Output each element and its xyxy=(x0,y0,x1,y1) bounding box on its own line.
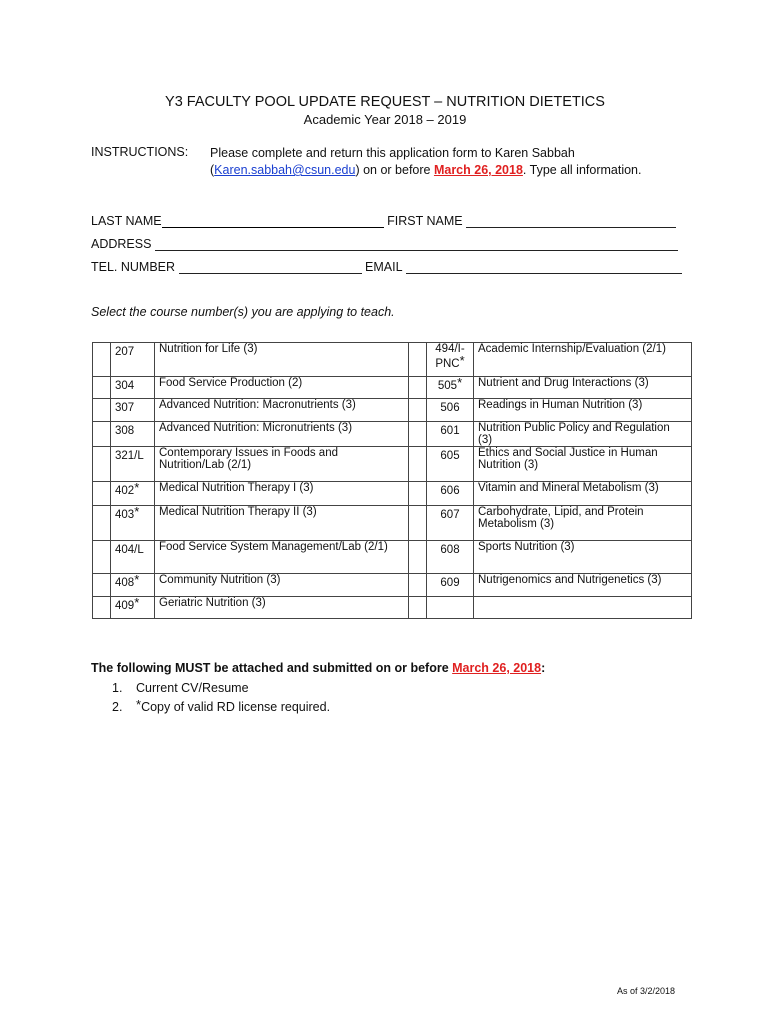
course-number-text: 505 xyxy=(437,380,458,392)
course-number xyxy=(111,377,155,399)
course-title: Nutrition for Life (3) xyxy=(155,343,409,377)
course-title: Community Nutrition (3) xyxy=(155,574,409,597)
course-title: Medical Nutrition Therapy I (3) xyxy=(155,482,409,506)
course-checkbox[interactable] xyxy=(409,377,427,399)
course-number-text: 207 xyxy=(115,346,135,358)
last-name-label: LAST NAME xyxy=(91,214,162,228)
first-name-field[interactable] xyxy=(466,215,676,228)
course-number xyxy=(427,482,474,506)
course-number xyxy=(427,541,474,574)
attachment-number: 2. xyxy=(112,699,123,714)
course-number xyxy=(111,541,155,574)
course-number-text: 304 xyxy=(115,380,135,392)
course-number-text: 307 xyxy=(115,402,135,414)
course-number xyxy=(427,447,474,482)
course-number-text: 402 xyxy=(115,485,135,497)
required-star: * xyxy=(134,504,140,519)
required-star: * xyxy=(134,595,140,610)
course-number xyxy=(111,482,155,506)
course-checkbox[interactable] xyxy=(409,343,427,377)
instructions-mid: ) on or before xyxy=(355,163,434,177)
required-star: * xyxy=(457,375,463,390)
course-title: Vitamin and Mineral Metabolism (3) xyxy=(474,482,692,506)
attachment-number: 1. xyxy=(112,681,123,695)
course-number xyxy=(427,343,474,377)
course-row xyxy=(93,399,692,422)
course-number xyxy=(111,343,155,377)
email-link[interactable]: Karen.sabbah@csun.edu xyxy=(214,163,356,177)
course-checkbox[interactable] xyxy=(409,482,427,506)
attachment-text: Copy of valid RD license required. xyxy=(141,699,331,714)
course-number-text: 403 xyxy=(115,509,135,521)
course-title: Advanced Nutrition: Macronutrients (3) xyxy=(155,399,409,422)
course-number-text: 494/I-PNC xyxy=(435,343,465,370)
course-title: Readings in Human Nutrition (3) xyxy=(474,399,692,422)
course-checkbox[interactable] xyxy=(93,447,111,482)
name-row xyxy=(91,214,676,228)
course-checkbox[interactable] xyxy=(409,541,427,574)
course-title: Nutrition Public Policy and Regulation (3) xyxy=(474,422,692,447)
course-title: Food Service System Management/Lab (2/1) xyxy=(155,541,409,574)
course-row xyxy=(93,597,692,619)
attachments-heading-suffix: : xyxy=(541,661,546,675)
course-row xyxy=(93,343,692,377)
course-number-text: 609 xyxy=(440,577,460,589)
instructions-line1: Please complete and return this application form to Karen Sabbah xyxy=(210,146,575,160)
course-checkbox[interactable] xyxy=(409,506,427,541)
instructions-label: INSTRUCTIONS: xyxy=(91,145,189,159)
course-title: Contemporary Issues in Foods and Nutrition/Lab (2/1) xyxy=(155,447,409,482)
address-field[interactable] xyxy=(155,238,678,251)
course-number xyxy=(427,377,474,399)
course-checkbox[interactable] xyxy=(93,422,111,447)
course-number xyxy=(427,399,474,422)
course-title: Geriatric Nutrition (3) xyxy=(155,597,409,619)
form-title: Y3 FACULTY POOL UPDATE REQUEST – NUTRITION DIETETICS xyxy=(165,94,605,110)
address-label: ADDRESS xyxy=(91,237,152,251)
course-number-text: 409 xyxy=(115,600,135,612)
as-of-date: As of 3/2/2018 xyxy=(617,986,676,996)
contact-row xyxy=(91,260,682,274)
tel-label: TEL. NUMBER xyxy=(91,260,176,274)
attachment-star: * xyxy=(136,696,142,712)
course-title: Carbohydrate, Lipid, and Protein Metabolism (3) xyxy=(474,506,692,541)
course-title: Sports Nutrition (3) xyxy=(474,541,692,574)
course-checkbox[interactable] xyxy=(409,447,427,482)
attachment-text: Current CV/Resume xyxy=(136,681,249,695)
course-checkbox[interactable] xyxy=(93,482,111,506)
tel-field[interactable] xyxy=(179,261,362,274)
course-row xyxy=(93,574,692,597)
course-number xyxy=(111,399,155,422)
course-number-text: 608 xyxy=(440,544,460,556)
course-number-text: 404/L xyxy=(115,544,144,556)
first-name-label: FIRST NAME xyxy=(387,214,463,228)
attachments-list xyxy=(112,679,330,716)
course-number xyxy=(427,574,474,597)
course-checkbox[interactable] xyxy=(93,377,111,399)
course-number-text: 607 xyxy=(440,509,460,521)
attachments-heading xyxy=(91,661,545,675)
course-checkbox[interactable] xyxy=(409,574,427,597)
required-star: * xyxy=(134,480,140,495)
address-row xyxy=(91,237,678,251)
course-number-text: 506 xyxy=(440,402,460,414)
course-checkbox[interactable] xyxy=(409,422,427,447)
course-title: Nutrient and Drug Interactions (3) xyxy=(474,377,692,399)
course-title xyxy=(474,597,692,619)
course-number xyxy=(427,597,474,619)
course-number-text: 606 xyxy=(440,485,460,497)
course-title: Ethics and Social Justice in Human Nutrition (3) xyxy=(474,447,692,482)
course-checkbox[interactable] xyxy=(93,343,111,377)
course-number xyxy=(427,506,474,541)
course-row xyxy=(93,377,692,399)
course-number xyxy=(111,447,155,482)
course-row xyxy=(93,422,692,447)
last-name-field[interactable] xyxy=(162,215,384,228)
course-number xyxy=(111,506,155,541)
course-number xyxy=(111,574,155,597)
course-number xyxy=(111,597,155,619)
course-checkbox[interactable] xyxy=(409,399,427,422)
email-label: EMAIL xyxy=(365,260,403,274)
course-number-text: 308 xyxy=(115,425,135,437)
course-number-text: 408 xyxy=(115,577,135,589)
course-title: Academic Internship/Evaluation (2/1) xyxy=(474,343,692,377)
paren-open: ( xyxy=(210,163,215,177)
course-checkbox[interactable] xyxy=(93,597,111,619)
course-row xyxy=(93,482,692,506)
course-table xyxy=(92,342,692,619)
course-number-text: 321/L xyxy=(115,450,144,462)
course-number xyxy=(427,422,474,447)
course-checkbox[interactable] xyxy=(93,574,111,597)
attachments-deadline: March 26, 2018 xyxy=(452,661,542,675)
course-title: Medical Nutrition Therapy II (3) xyxy=(155,506,409,541)
course-row xyxy=(93,447,692,482)
course-row xyxy=(93,541,692,574)
attachments-heading-prefix: The following MUST be attached and submitted on or before xyxy=(91,661,453,675)
attachment-item xyxy=(112,679,330,698)
course-number-text: 605 xyxy=(440,450,460,462)
instructions-end: . Type all information. xyxy=(522,163,642,177)
course-checkbox[interactable] xyxy=(93,541,111,574)
required-star: * xyxy=(459,353,465,368)
attachment-item xyxy=(112,698,330,717)
academic-year: Academic Year 2018 – 2019 xyxy=(303,112,467,127)
course-title: Nutrigenomics and Nutrigenetics (3) xyxy=(474,574,692,597)
email-field[interactable] xyxy=(406,261,682,274)
instructions-deadline: March 26, 2018 xyxy=(433,163,523,177)
required-star: * xyxy=(134,572,140,587)
course-title: Food Service Production (2) xyxy=(155,377,409,399)
course-checkbox[interactable] xyxy=(93,506,111,541)
course-checkbox[interactable] xyxy=(93,399,111,422)
select-course-note: Select the course number(s) you are applying to teach. xyxy=(91,305,395,319)
course-number-text: 601 xyxy=(440,425,460,437)
course-checkbox[interactable] xyxy=(409,597,427,619)
course-number xyxy=(111,422,155,447)
instructions-text xyxy=(210,145,710,179)
course-row xyxy=(93,506,692,541)
course-title: Advanced Nutrition: Micronutrients (3) xyxy=(155,422,409,447)
